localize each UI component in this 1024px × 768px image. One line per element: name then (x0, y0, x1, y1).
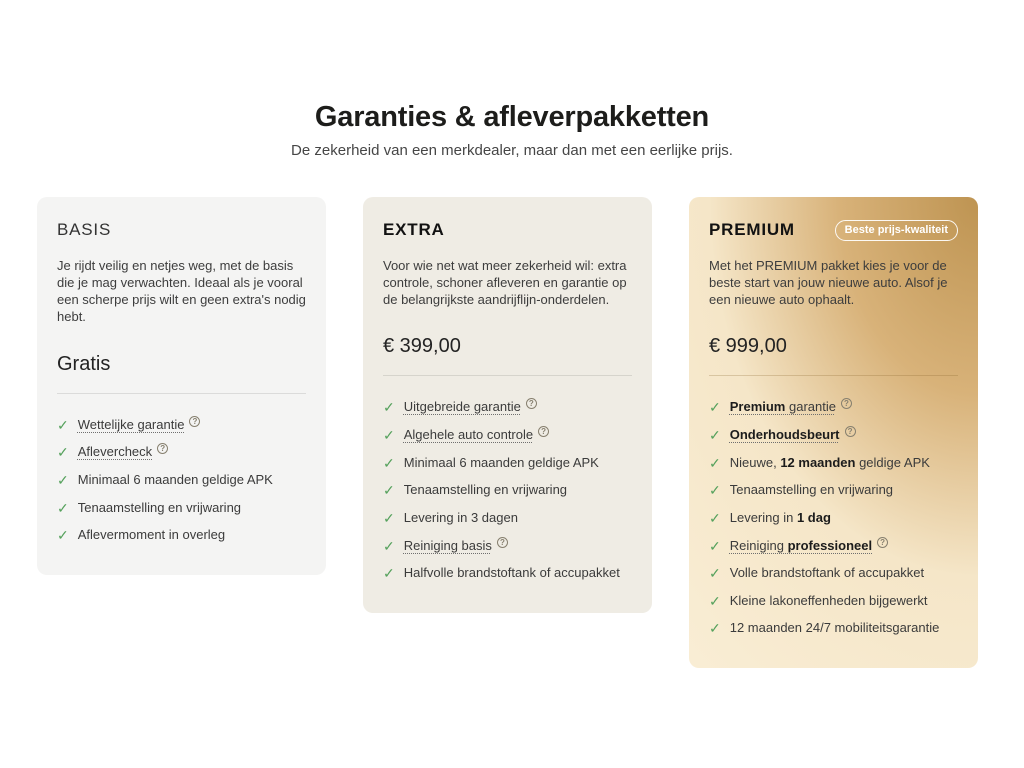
feature-label-segment: Tenaamstelling en vrijwaring (403, 482, 568, 498)
feature-text (78, 527, 225, 544)
feature-item (709, 565, 958, 582)
check-icon: ✓ (709, 565, 721, 582)
divider (709, 375, 958, 376)
check-icon: ✓ (57, 527, 69, 544)
feature-item (709, 510, 958, 527)
section-header (0, 0, 1024, 159)
feature-label-segment: 12 maanden (780, 454, 856, 470)
feature-label (404, 565, 620, 580)
check-icon: ✓ (709, 537, 721, 554)
feature-label-segment: Levering in 3 dagen (403, 509, 518, 525)
feature-text (404, 482, 567, 499)
feature-label[interactable] (404, 427, 533, 442)
feature-label-segment: Kleine lakoneffenheden bijgewerkt (729, 592, 928, 608)
feature-label-segment: Volle brandstoftank of accupakket (729, 565, 925, 581)
package-price: € 999,00 (709, 335, 787, 358)
info-icon[interactable]: ? (157, 443, 168, 454)
feature-item (383, 565, 632, 582)
check-icon: ✓ (383, 537, 395, 554)
page-title: Garanties & afleverpakketten (314, 101, 710, 133)
package-card-header (709, 219, 958, 241)
info-icon[interactable]: ? (538, 426, 549, 437)
feature-text (730, 510, 831, 527)
feature-text (404, 510, 518, 527)
feature-list (57, 417, 306, 544)
feature-label (730, 455, 930, 470)
feature-text (730, 427, 856, 444)
feature-label (730, 510, 831, 525)
feature-label[interactable] (730, 427, 840, 442)
check-icon: ✓ (709, 454, 721, 471)
check-icon: ✓ (709, 482, 721, 499)
feature-text (730, 538, 888, 555)
feature-label[interactable] (404, 399, 521, 414)
package-card-premium (689, 197, 978, 668)
feature-label-segment: Halfvolle brandstoftank of accupakket (403, 565, 620, 581)
check-icon: ✓ (709, 592, 721, 609)
feature-label-segment: Reiniging (729, 537, 788, 553)
feature-text (730, 620, 940, 637)
check-icon: ✓ (383, 427, 395, 444)
info-icon[interactable]: ? (877, 537, 888, 548)
feature-label-segment: Minimaal 6 maanden geldige APK (77, 471, 273, 487)
check-icon: ✓ (383, 509, 395, 526)
check-icon: ✓ (383, 399, 395, 416)
feature-item (709, 538, 958, 555)
check-icon: ✓ (709, 427, 721, 444)
feature-label-segment: Levering in (729, 509, 797, 525)
feature-text (730, 593, 928, 610)
feature-item (709, 455, 958, 472)
feature-item (383, 482, 632, 499)
cards-row (37, 197, 1024, 668)
package-description: Met het PREMIUM pakket kies je voor de beste start van jouw nieuwe auto. Alsof je een nieuwe auto ophaalt. (709, 258, 948, 308)
package-description: Voor wie net wat meer zekerheid wil: extra controle, schoner afleveren en garantie op de belangrijkste aandrijflijn-onderdelen. (383, 258, 627, 308)
feature-text (404, 427, 549, 444)
feature-label-segment: Onderhoudsbeurt (729, 427, 840, 443)
check-icon: ✓ (709, 399, 721, 416)
feature-label-segment: geldige APK (855, 454, 930, 470)
feature-text (78, 500, 241, 517)
check-icon: ✓ (709, 620, 721, 637)
feature-label (404, 455, 599, 470)
feature-label-segment: Aflevermoment in overleg (77, 527, 226, 543)
best-value-badge: Beste prijs-kwaliteit (835, 220, 958, 241)
feature-label-segment: Algehele auto controle (403, 427, 534, 443)
feature-label-segment: Premium (729, 399, 786, 415)
feature-text (730, 482, 893, 499)
feature-text (78, 472, 273, 489)
feature-label[interactable] (404, 538, 492, 553)
feature-item (57, 527, 306, 544)
package-title: PREMIUM (709, 220, 795, 239)
feature-item (709, 482, 958, 499)
check-icon: ✓ (709, 509, 721, 526)
check-icon: ✓ (57, 416, 69, 433)
feature-label-segment: 12 maanden 24/7 mobiliteitsgarantie (729, 620, 940, 636)
feature-label-segment: Nieuwe, (729, 454, 781, 470)
feature-label (730, 620, 940, 635)
feature-item (709, 399, 958, 416)
feature-text (730, 399, 852, 416)
package-description: Je rijdt veilig en netjes weg, met de basis die je mag verwachten. Ideaal als je vooral een scherpe prijs wilt en geen extra's nodig hebt. (57, 258, 306, 325)
package-card-header (57, 219, 306, 241)
feature-text (404, 565, 620, 582)
feature-label-segment: professioneel (787, 537, 873, 553)
feature-label (78, 500, 241, 515)
feature-item (57, 472, 306, 489)
feature-list (709, 399, 958, 637)
feature-text (730, 455, 930, 472)
feature-item (383, 399, 632, 416)
feature-label (730, 593, 928, 608)
feature-text (404, 399, 537, 416)
feature-label (730, 565, 924, 580)
divider (57, 393, 306, 394)
package-card-basis (37, 197, 326, 575)
feature-label (78, 472, 273, 487)
feature-text (78, 444, 168, 461)
feature-item (383, 510, 632, 527)
feature-item (383, 427, 632, 444)
info-icon[interactable]: ? (497, 537, 508, 548)
package-price: Gratis (57, 352, 111, 375)
check-icon: ✓ (383, 454, 395, 471)
feature-label[interactable] (78, 417, 185, 432)
feature-label-segment: Tenaamstelling en vrijwaring (77, 499, 242, 515)
feature-item (57, 500, 306, 517)
page-subtitle: De zekerheid van een merkdealer, maar dan met een eerlijke prijs. (291, 142, 733, 159)
feature-label-segment: Reiniging basis (403, 537, 492, 553)
package-card-header (383, 219, 632, 241)
check-icon: ✓ (57, 471, 69, 488)
feature-label[interactable] (730, 538, 872, 553)
feature-label (404, 482, 567, 497)
feature-label[interactable] (78, 444, 152, 459)
feature-item (709, 620, 958, 637)
feature-label (730, 482, 893, 497)
feature-label[interactable] (730, 399, 836, 414)
check-icon: ✓ (57, 499, 69, 516)
feature-label-segment: garantie (785, 399, 836, 415)
info-icon[interactable]: ? (845, 426, 856, 437)
info-icon[interactable]: ? (841, 398, 852, 409)
feature-text (78, 417, 201, 434)
feature-label-segment: Minimaal 6 maanden geldige APK (403, 454, 599, 470)
feature-text (730, 565, 924, 582)
feature-text (404, 538, 508, 555)
feature-label-segment: Uitgebreide garantie (403, 399, 521, 415)
package-title: BASIS (57, 220, 112, 239)
feature-list (383, 399, 632, 581)
feature-item (57, 417, 306, 434)
check-icon: ✓ (383, 482, 395, 499)
package-title: EXTRA (383, 220, 445, 239)
info-icon[interactable]: ? (189, 416, 200, 427)
feature-item (709, 593, 958, 610)
check-icon: ✓ (383, 565, 395, 582)
check-icon: ✓ (57, 444, 69, 461)
feature-label-segment: Aflevercheck (77, 444, 153, 460)
feature-item (57, 444, 306, 461)
package-price: € 399,00 (383, 335, 461, 358)
feature-item (383, 538, 632, 555)
feature-item (709, 427, 958, 444)
feature-label-segment: Wettelijke garantie (77, 416, 185, 432)
info-icon[interactable]: ? (526, 398, 537, 409)
feature-item (383, 455, 632, 472)
feature-text (404, 455, 599, 472)
feature-label (404, 510, 518, 525)
feature-label-segment: 1 dag (796, 509, 831, 525)
feature-label-segment: Tenaamstelling en vrijwaring (729, 482, 894, 498)
package-card-extra (363, 197, 652, 613)
feature-label (78, 527, 225, 542)
divider (383, 375, 632, 376)
